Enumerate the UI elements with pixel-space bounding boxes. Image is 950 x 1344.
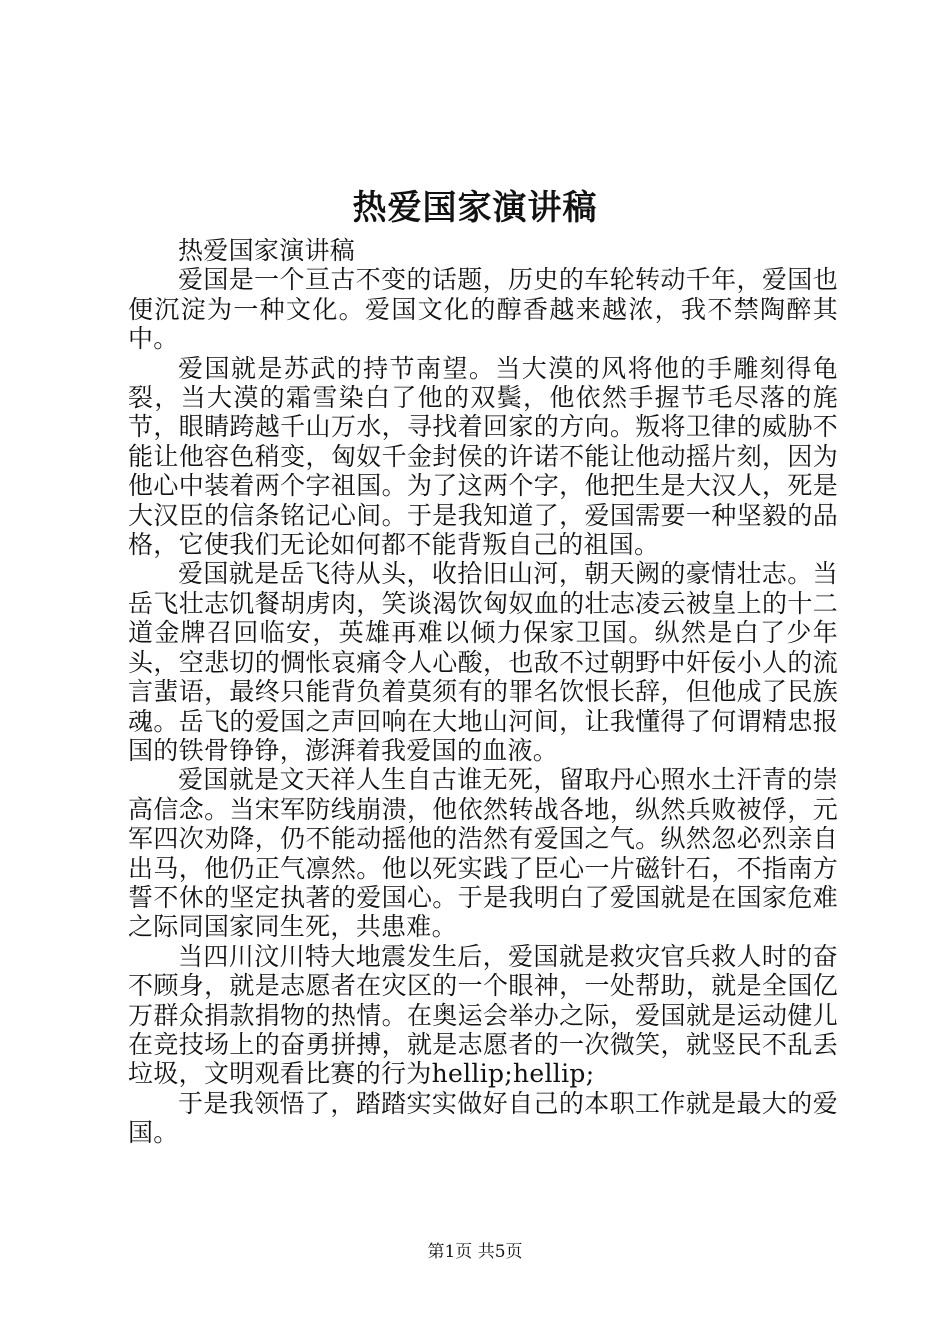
document-title: 热爱国家演讲稿	[352, 188, 598, 228]
document-body	[128, 236, 838, 1148]
paragraph: 爱国是一个亘古不变的话题，历史的车轮转动千年，爱国也便沉淀为一种文化。爱国文化的醇香越来越浓，我不禁陶醉其中。	[128, 265, 838, 354]
paragraph: 爱国就是文天祥人生自古谁无死，留取丹心照水土汗青的崇高信念。当宋军防线崩溃，他依然转战各地，纵然兵败被俘，元军四次劝降，仍不能动摇他的浩然有爱国之气。纵然忽必烈亲自出马，他仍正气凛然。他以死实践了臣心一片磁针石，不指南方誓不休的坚定执著的爱国心。于是我明白了爱国就是在国家危难之际同国家同生死，共患难。	[128, 765, 838, 942]
paragraph: 爱国就是岳飞待从头，收拾旧山河，朝天阙的豪情壮志。当岳飞壮志饥餐胡虏肉，笑谈渴饮匈奴血的壮志凌云被皇上的十二道金牌召回临安，英雄再难以倾力保家卫国。纵然是白了少年头，空悲切的惆怅哀痛令人心酸，也敌不过朝野中奸佞小人的流言蜚语，最终只能背负着莫须有的罪名饮恨长辞，但他成了民族魂。岳飞的爱国之声回响在大地山河间，让我懂得了何谓精忠报国的铁骨铮铮，澎湃着我爱国的血液。	[128, 559, 838, 765]
paragraph: 热爱国家演讲稿	[178, 236, 356, 265]
paragraph: 于是我领悟了，踏踏实实做好自己的本职工作就是最大的爱国。	[128, 1088, 838, 1148]
paragraph: 爱国就是苏武的持节南望。当大漠的风将他的手雕刻得龟裂，当大漠的霜雪染白了他的双鬓，他依然手握节毛尽落的旄节，眼睛跨越千山万水，寻找着回家的方向。叛将卫律的威胁不能让他容色稍变，匈奴千金封侯的许诺不能让他动摇片刻，因为他心中装着两个字祖国。为了这两个字，他把生是大汉人，死是大汉臣的信条铭记心间。于是我知道了，爱国需要一种坚毅的品格，它使我们无论如何都不能背叛自己的祖国。	[128, 353, 838, 560]
page-footer: 第1页 共5页	[427, 1242, 523, 1262]
paragraph: 当四川汶川特大地震发生后，爱国就是救灾官兵救人时的奋不顾身，就是志愿者在灾区的一个眼神，一处帮助，就是全国亿万群众捐款捐物的热情。在奥运会举办之际，爱国就是运动健儿在竞技场上的奋勇拼搏，就是志愿者的一次微笑，就竖民不乱丢垃圾，文明观看比赛的行为hellip;hellip;	[128, 941, 838, 1089]
